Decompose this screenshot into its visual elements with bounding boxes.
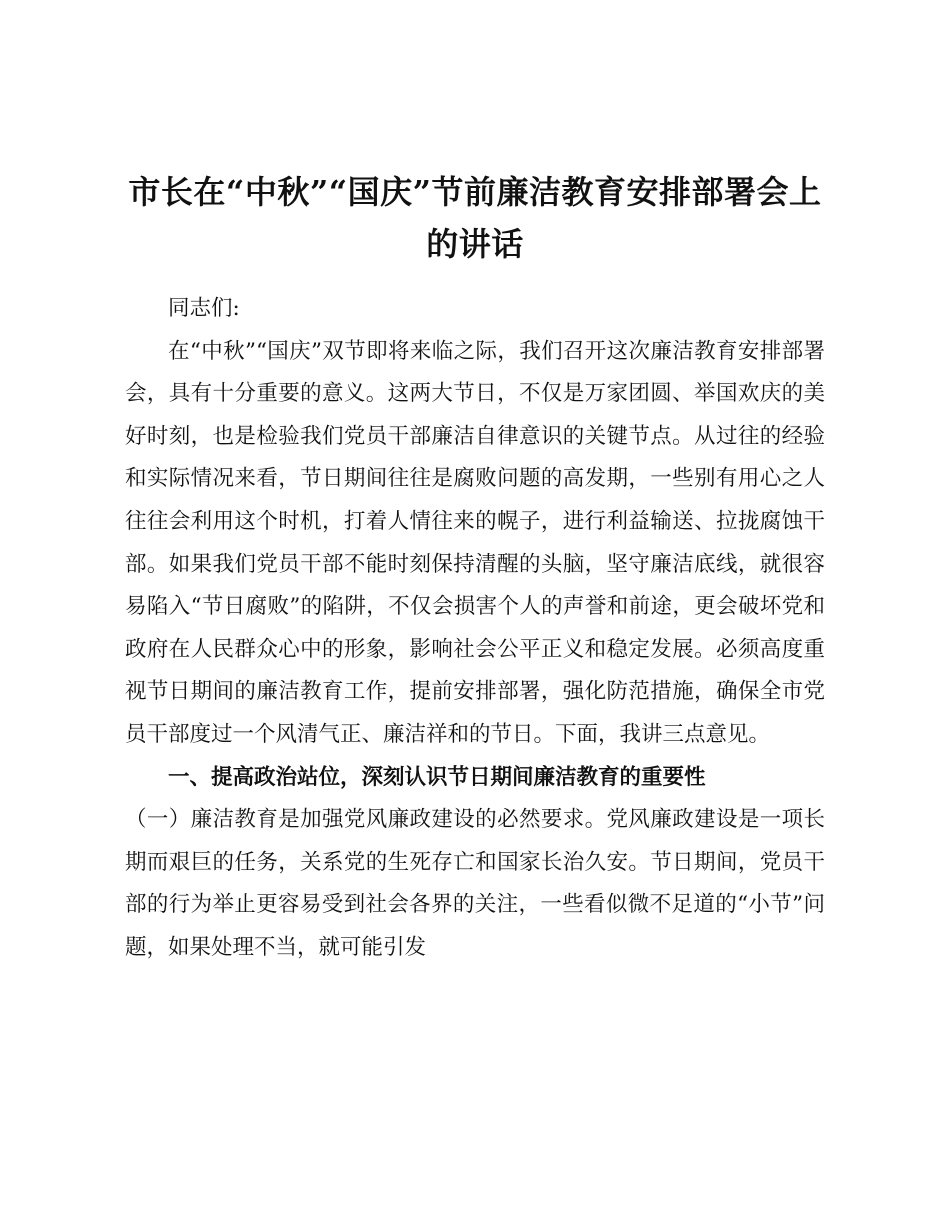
sub-paragraph: （一）廉洁教育是加强党风廉政建设的必然要求。党风廉政建设是一项长期而艰巨的任务，关系党的生死存亡和国家长治久安。节日期间，党员干部的行为举止更容易受到社会各界的关注，一些看似微不足道的“小节”问题，如果处理不当，就可能引发 [125, 807, 825, 960]
section-heading: 一、提高政治站位，深刻认识节日期间廉洁教育的重要性 [168, 764, 706, 790]
intro-paragraph: 在“中秋”“国庆”双节即将来临之际，我们召开这次廉洁教育安排部署会，具有十分重要的意义。这两大节日，不仅是万家团圆、举国欢庆的美好时刻，也是检验我们党员干部廉洁自律意识的关键节点。从过往的经验和实际情况来看，节日期间往往是腐败问题的高发期，一些别有用心之人往往会利用这个时机，打着人情往来的幌子，进行利益输送、拉拢腐蚀干部。如果我们党员干部不能时刻保持清醒的头脑，坚守廉洁底线，就很容易陷入“节日腐败”的陷阱，不仅会损害个人的声誉和前途，更会破坏党和政府在人民群众心中的形象，影响社会公平正义和稳定发展。必须高度重视节日期间的廉洁教育工作，提前安排部署，强化防范措施，确保全市党员干部度过一个风清气正、廉洁祥和的节日。下面，我讲三点意见。 [125, 338, 825, 747]
document-body [125, 288, 825, 970]
salutation: 同志们: [168, 296, 240, 321]
document-title: 市长在“中秋”“国庆”节前廉洁教育安排部署会上的讲话 [128, 173, 822, 263]
